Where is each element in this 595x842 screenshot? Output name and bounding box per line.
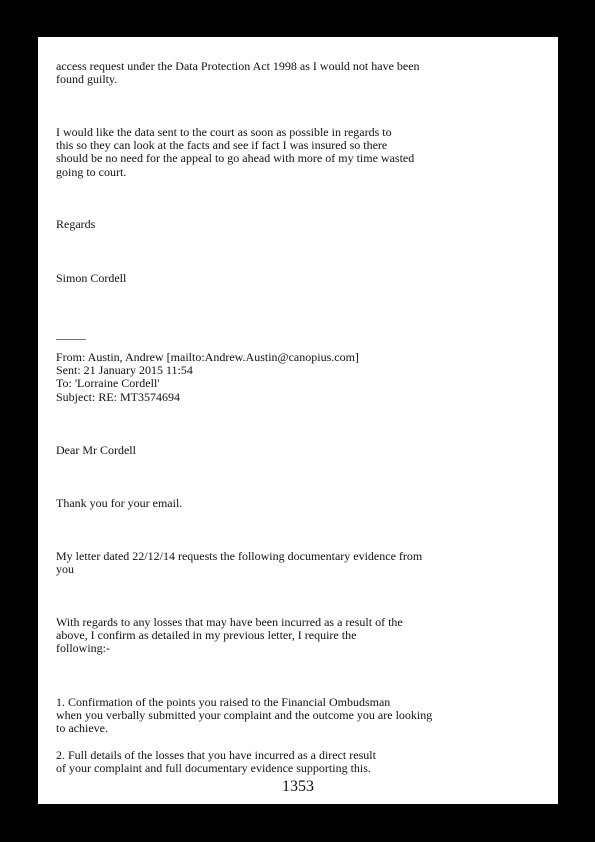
email-subject: Subject: RE: MT3574694: [56, 389, 180, 404]
list-item-1: 1. Confirmation of the points you raised to the Financial Ombudsman when you verbally submitted your complaint and the outcome you are looking to achieve.: [56, 695, 433, 736]
separator-line: _____: [56, 327, 86, 341]
email-sent: Sent: 21 January 2015 11:54: [56, 363, 193, 378]
email-header: [56, 351, 359, 404]
signature-name: Simon Cordell: [56, 271, 127, 285]
page-number: 1353: [282, 778, 314, 795]
closing-regards: Regards: [56, 217, 96, 231]
email-to: To: 'Lorraine Cordell': [56, 376, 160, 391]
thanks-line: Thank you for your email.: [56, 496, 183, 510]
paragraph-data-protection: access request under the Data Protection Act 1998 as I would not have been found guilty.: [56, 59, 420, 87]
paragraph-court-request: I would like the data sent to the court as soon as possible in regards to this so they can look at the facts and see if fact I was insured so there should be no need for the appeal to go ahead with more of my time wasted going to court.: [56, 125, 415, 179]
email-from: From: Austin, Andrew [mailto:Andrew.Austin@canopius.com]: [56, 350, 359, 364]
paragraph-losses: With regards to any losses that may have been incurred as a result of the above, I confirm as detailed in my previous letter, I require the following:-: [56, 615, 403, 656]
salutation: Dear Mr Cordell: [56, 443, 136, 457]
paragraph-letter-dated: My letter dated 22/12/14 requests the following documentary evidence from you: [56, 549, 423, 577]
document-page: [38, 37, 558, 804]
list-item-2: 2. Full details of the losses that you have incurred as a direct result of your complaint and full documentary evidence supporting this.: [56, 748, 376, 776]
